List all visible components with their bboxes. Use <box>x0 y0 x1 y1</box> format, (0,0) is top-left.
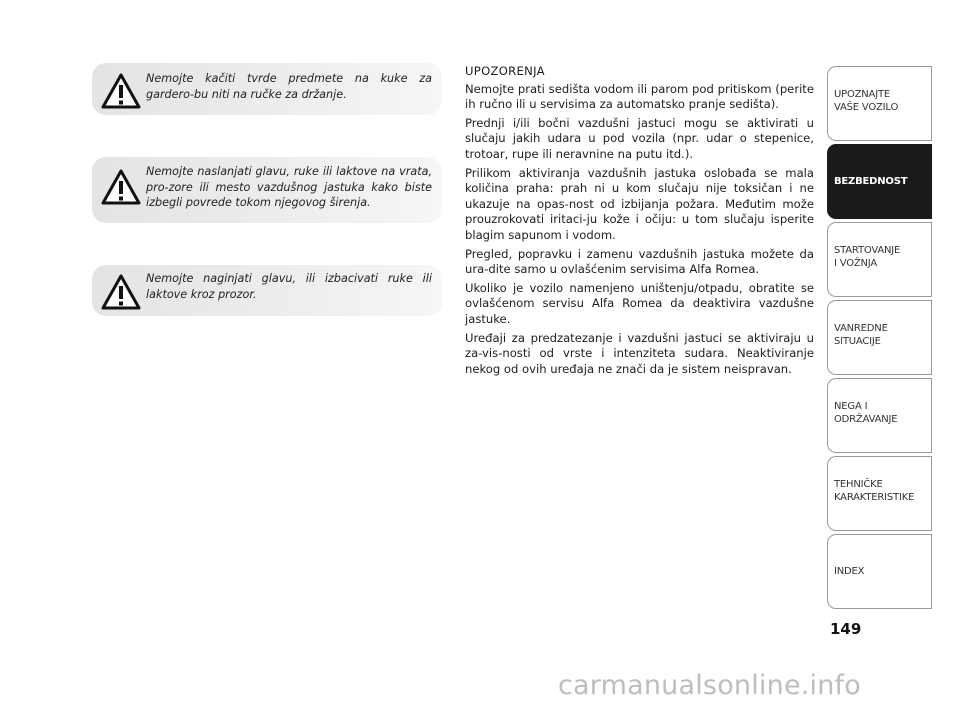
tab-tehnicke-karakteristike[interactable] <box>827 456 932 531</box>
warning-text: Nemojte naslanjati glavu, ruke ili laktove na vrata, pro-zore ili mesto vazdušnog jastuka kako biste izbegli povrede tokom njegovog širenja. <box>146 165 432 209</box>
paragraph: Prilikom aktiviranja vazdušnih jastuka oslobađa se mala količina praha: prah ni u kom slučaju nije toksičan i ne ukazuje na opas-nost od izbijanja požara. Međutim može prouzrokovati iritaci-ju kože i očiju: u tom slučaju isperite blagim sapunom i vodom. <box>465 165 814 242</box>
tab-nega-i-odrzavanje[interactable] <box>827 378 932 453</box>
tab-label: INDEX <box>834 566 865 577</box>
page-number: 149 <box>830 620 862 638</box>
warning-text: Nemojte naginjati glavu, ili izbacivati ruke ili laktove kroz prozor. <box>146 272 432 301</box>
watermark: carmanualsonline.info <box>558 670 861 701</box>
warning-box-2 <box>92 157 442 223</box>
warning-text: Nemojte kačiti tvrde predmete na kuke za gardero-bu niti na ručke za držanje. <box>146 72 432 101</box>
paragraph: Nemojte prati sedišta vodom ili parom pod pritiskom (perite ih ručno ili u servisima za automatsko pranje sedišta). <box>465 81 814 112</box>
paragraph: Uređaji za predzatezanje i vazdušni jastuci se aktiviraju u za-vis-nosti od vrste i intenziteta sudara. Neaktiviranje nekog od ovih uređaja ne znači da je sistem neispravan. <box>465 330 814 376</box>
tab-startovanje-i-voznja[interactable] <box>827 222 932 297</box>
tab-bezbednost[interactable] <box>827 144 932 219</box>
tab-label: STARTOVANJE I VOŽNJA <box>834 245 901 269</box>
warning-box-1 <box>92 63 442 115</box>
tab-upoznajte-vase-vozilo[interactable] <box>827 66 932 141</box>
tab-label: TEHNIČKE KARAKTERISTIKE <box>834 479 915 503</box>
warning-triangle-icon <box>100 168 142 206</box>
warning-triangle-icon <box>100 72 142 110</box>
section-heading: UPOZORENJA <box>465 64 545 78</box>
paragraph: Ukoliko je vozilo namenjeno uništenju/otpadu, obratite se ovlašćenom servisu Alfa Romea da deaktivira vazdušne jastuke. <box>465 280 814 326</box>
tab-label: VANREDNE SITUACIJE <box>834 323 888 347</box>
paragraph: Prednji i/ili bočni vazdušni jastuci mogu se aktivirati u slučaju jakih udara u pod vozila (npr. udar o stepenice, trotoar, rupe ili neravnine na putu itd.). <box>465 115 814 161</box>
tab-label: BEZBEDNOST <box>834 176 908 187</box>
tab-label: NEGA I ODRŽAVANJE <box>834 401 898 425</box>
tab-label: UPOZNAJTE VAŠE VOZILO <box>834 89 899 113</box>
warning-box-3 <box>92 265 442 316</box>
main-text-column <box>465 64 814 380</box>
paragraph: Pregled, popravku i zamenu vazdušnih jastuka možete da ura-dite samo u ovlašćenim servisima Alfa Romea. <box>465 246 814 277</box>
warning-triangle-icon <box>100 273 142 311</box>
tab-index[interactable] <box>827 534 932 609</box>
tab-vanredne-situacije[interactable] <box>827 300 932 375</box>
